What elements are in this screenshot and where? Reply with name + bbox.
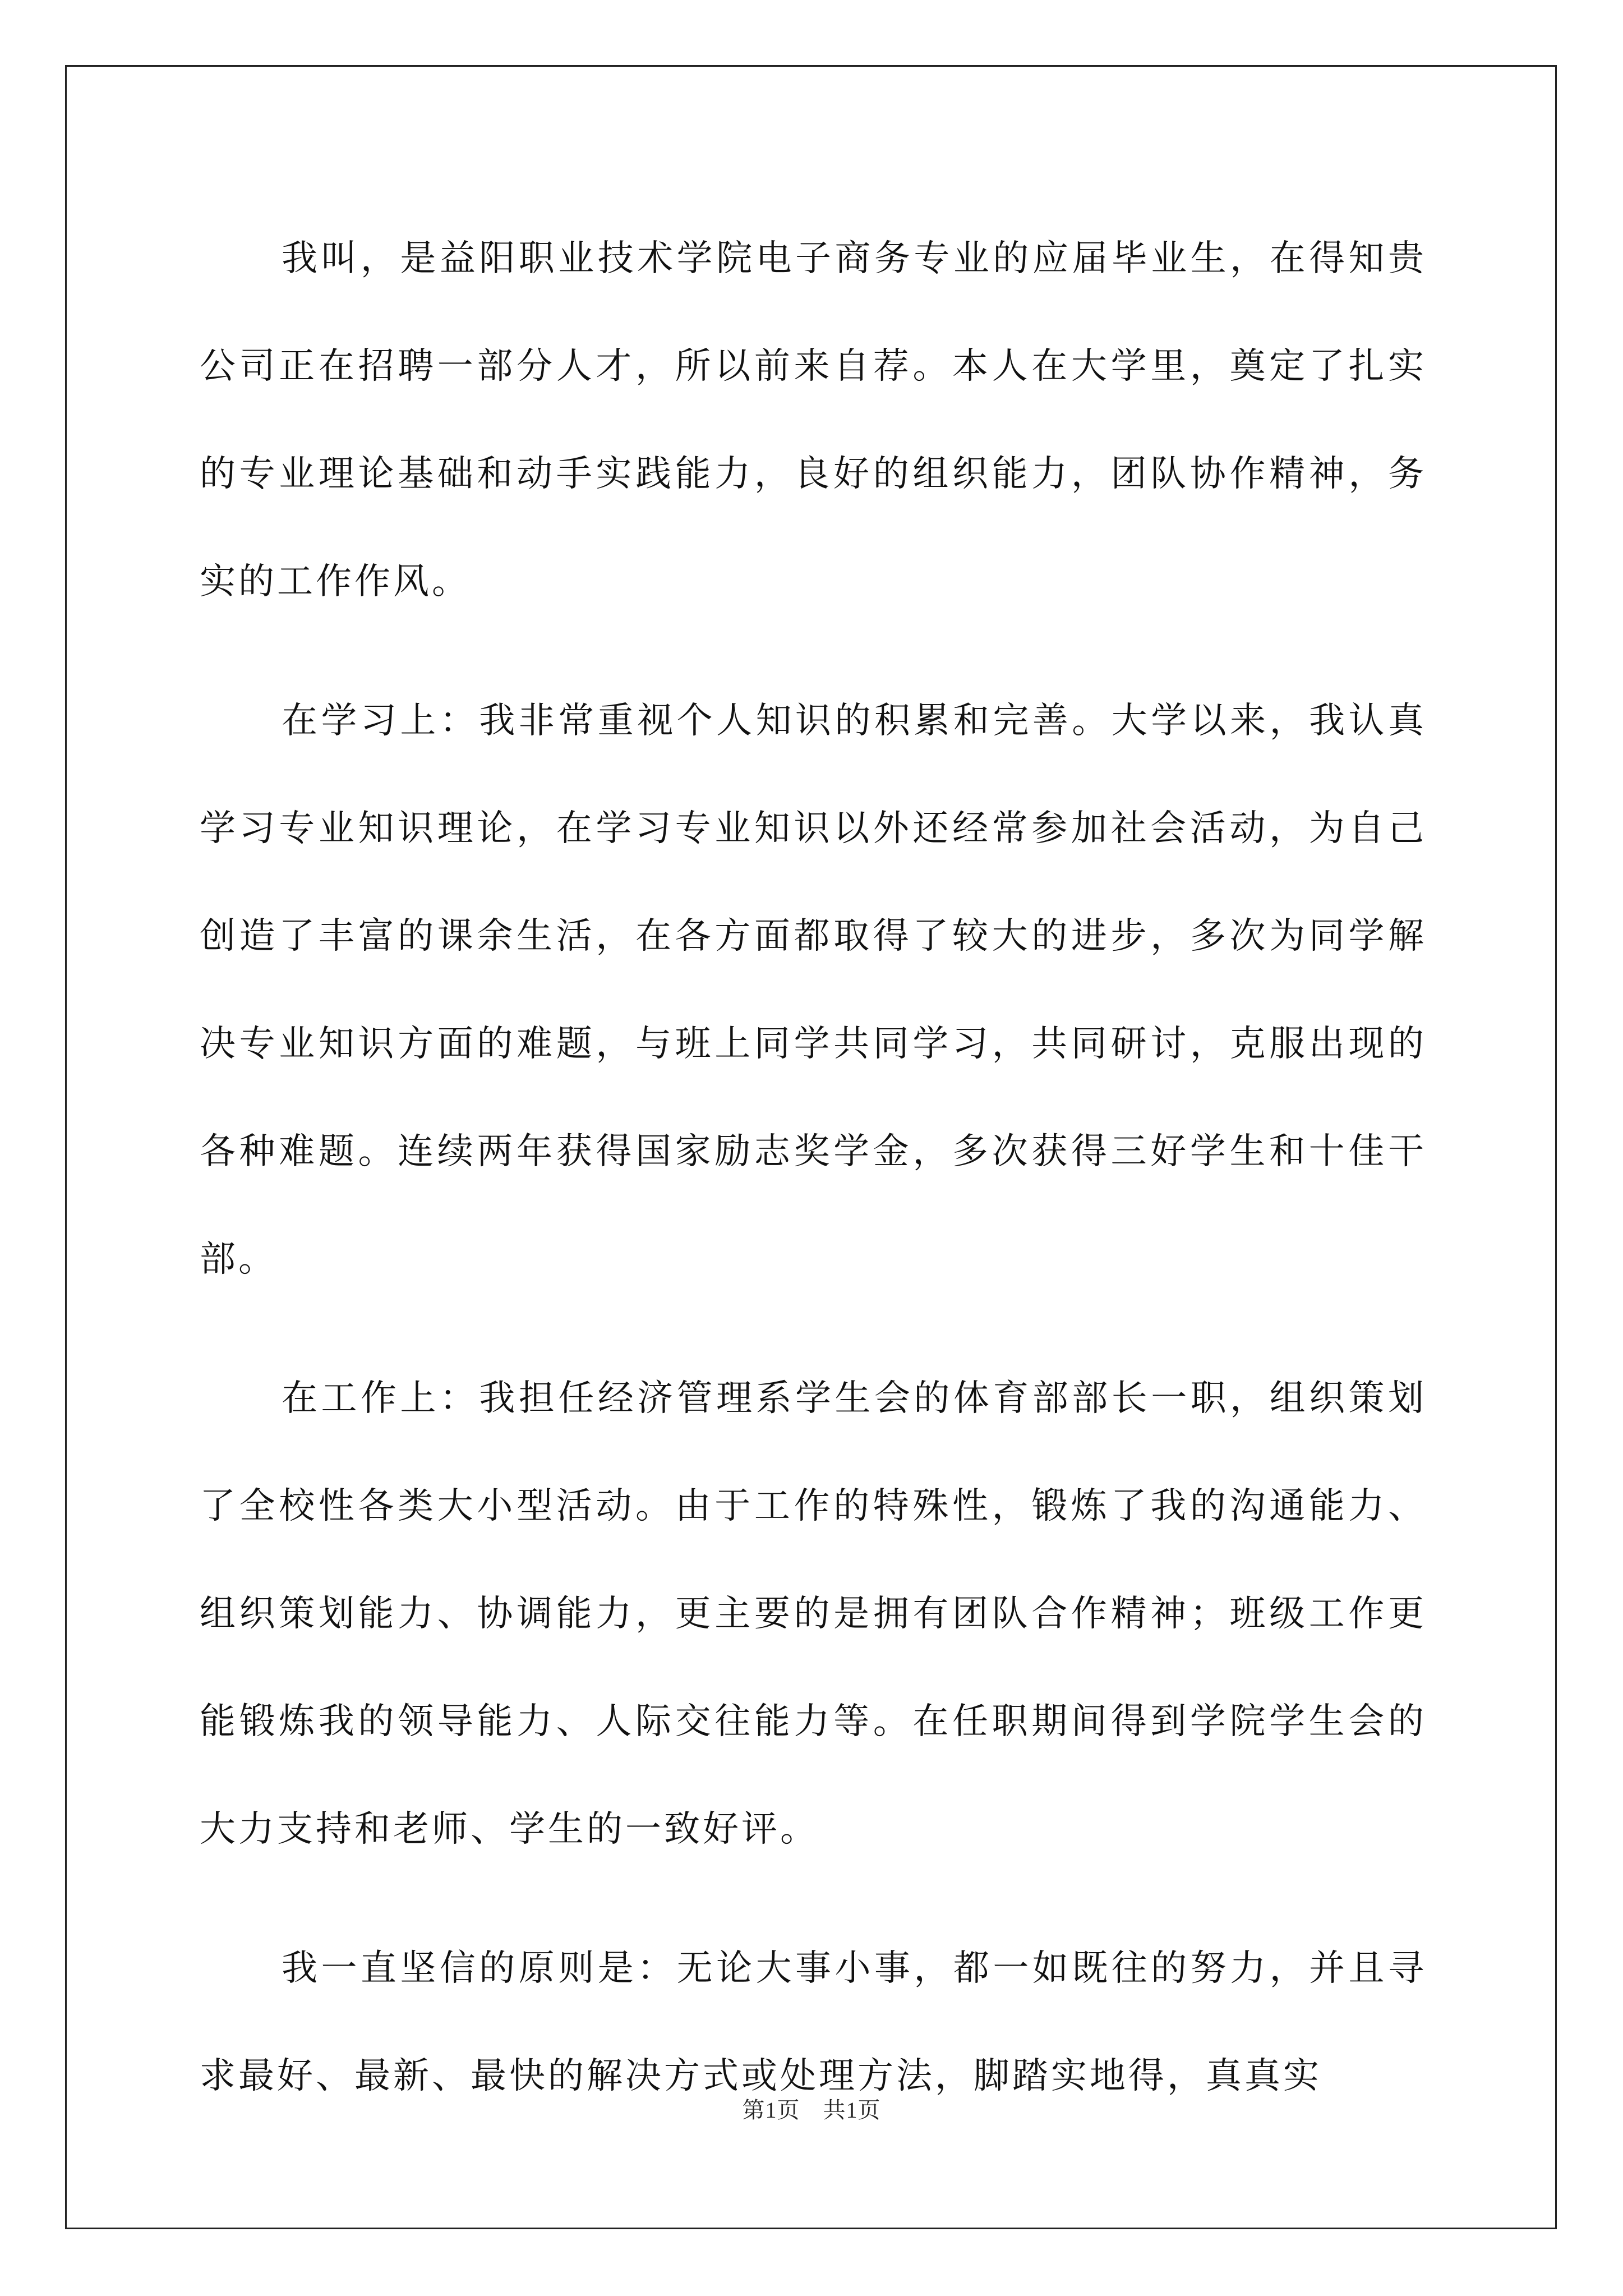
paragraph-study: 在学习上：我非常重视个人知识的积累和完善。大学以来，我认真学习专业知识理论，在学习专业知识以外还经常参加社会活动，为自己创造了丰富的课余生活，在各方面都取得了较大的进步，多次为同学解决专业知识方面的难题，与班上同学共同学习，共同研讨，克服出现的各种难题。连续两年获得国家励志奖学金，多次获得三好学生和十佳干部。 (200, 700, 1427, 1280)
paragraph-work: 在工作上：我担任经济管理系学生会的体育部部长一职，组织策划了全校性各类大小型活动。由于工作的特殊性，锻炼了我的沟通能力、组织策划能力、协调能力，更主要的是拥有团队合作精神；班级工作更能锻炼我的领导能力、人际交往能力等。在任职期间得到学院学生会的大力支持和老师、学生的一致好评。 (200, 1378, 1427, 1850)
paragraph-principle: 我一直坚信的原则是：无论大事小事，都一如既往的努力，并且寻求最好、最新、最快的解决方式或处理方法，脚踏实地得，真真实 (200, 1948, 1427, 2097)
page-footer: 第1页 共1页 (742, 2097, 881, 2123)
document-body (200, 205, 1427, 2161)
paragraph-intro: 我叫，是益阳职业技术学院电子商务专业的应届毕业生，在得知贵公司正在招聘一部分人才，所以前来自荐。本人在大学里，奠定了扎实的专业理论基础和动手实践能力，良好的组织能力，团队协作精神，务实的工作作风。 (200, 238, 1427, 602)
